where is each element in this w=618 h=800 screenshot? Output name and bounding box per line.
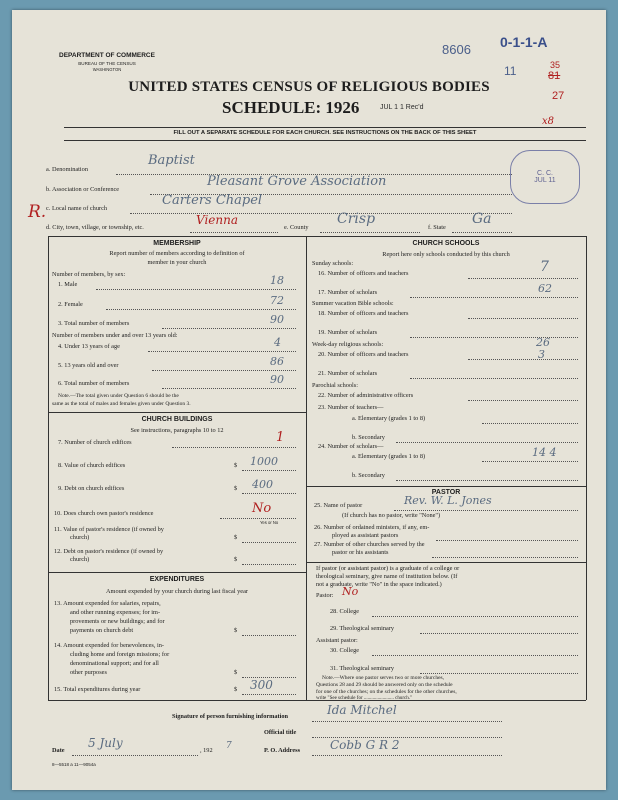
q23a-label: a. Elementary (grades 1 to 8): [352, 415, 426, 422]
instruction-line: FILL OUT A SEPARATE SCHEDULE FOR EACH CHURCH. SEE INSTRUCTIONS ON THE BACK OF THIS SHEET: [173, 130, 477, 136]
q3-value: 90: [270, 313, 284, 326]
form-number: 8—5518 a 11—9054a: [52, 762, 96, 767]
q7-value: 1: [276, 430, 285, 445]
assistant-pastor-label: Assistant pastor:: [316, 637, 358, 644]
association-label: b. Association or Conference: [46, 186, 120, 193]
city-town-label: d. City, town, village, or township, etc.: [46, 224, 144, 231]
q14-line-1: 14. Amount expended for benevolences, in-: [54, 642, 164, 649]
q9-value: 400: [252, 478, 273, 491]
code-27: 27: [552, 90, 565, 102]
signature-label: Signature of person furnishing information: [172, 713, 289, 720]
q23-label: 23. Number of teachers—: [318, 404, 384, 411]
membership-note-1: Note.—The total given under Question 6 should be the: [58, 393, 179, 399]
q8-value: 1000: [250, 455, 278, 468]
city-label: WASHINGTON: [92, 67, 122, 72]
census-schedule-sheet: [12, 10, 606, 790]
q4-value: 4: [274, 336, 281, 349]
received-stamp: JUL 1 1 Rec'd: [380, 104, 424, 111]
state-value: Ga: [472, 211, 492, 227]
local-name-label: c. Local name of church: [46, 205, 108, 212]
pastor-note-3: for one of the churches; on the schedules for the other churches,: [316, 689, 457, 695]
buildings-heading: CHURCH BUILDINGS: [141, 416, 213, 423]
q1-label: 1. Male: [58, 281, 78, 288]
sunday-label: Sunday schools:: [312, 260, 354, 267]
q7-label: 7. Number of church edifices: [58, 439, 132, 446]
schedule-year: SCHEDULE: 1926: [222, 98, 360, 117]
q24b-label: b. Secondary: [352, 472, 385, 479]
q24a-label: a. Elementary (grades 1 to 8): [352, 453, 426, 460]
membership-intro-1: Report number of members according to definition of: [109, 250, 245, 257]
expenditures-intro: Amount expended by your church during last fiscal year: [106, 588, 248, 595]
q12-label-2: church): [70, 556, 90, 563]
by-sex-label: Number of members, by sex:: [52, 271, 126, 278]
q25-value: Rev. W. L. Jones: [404, 494, 492, 507]
form-title: UNITED STATES CENSUS OF RELIGIOUS BODIES: [128, 79, 490, 95]
graduate-line-3: not a graduate, write "No" in the space indicated.): [316, 581, 442, 588]
parochial-label: Parochial schools:: [312, 382, 358, 389]
denomination-value: Baptist: [148, 153, 195, 168]
membership-heading: MEMBERSHIP: [153, 240, 201, 247]
q9-dollar: $: [234, 485, 238, 492]
year-prefix: , 192: [200, 747, 213, 754]
q5-value: 86: [270, 355, 284, 368]
q22-label: 22. Number of administrative officers: [318, 392, 414, 399]
q11-label-1: 11. Value of pastor's residence (if owned by: [54, 526, 164, 533]
q10-sub: Yes or No: [260, 520, 279, 525]
file-code: 0-1-1-A: [500, 34, 548, 50]
q28-label: 28. College: [330, 608, 360, 615]
department-label: DEPARTMENT OF COMMERCE: [59, 52, 155, 59]
q9-label: 9. Debt on church edifices: [58, 485, 125, 492]
schools-intro: Report here only schools conducted by this church: [382, 251, 510, 258]
q21-label: 21. Number of scholars: [318, 370, 378, 377]
q19-label: 19. Number of scholars: [318, 329, 378, 336]
membership-note-2: same as the total of males and females given under Question 3.: [52, 401, 191, 407]
q20-value: 3: [538, 348, 545, 361]
q19-value: 26: [536, 336, 550, 349]
q26-line-1: 26. Number of ordained ministers, if any, em-: [314, 524, 430, 531]
association-value: Pleasant Grove Association: [207, 174, 387, 189]
county-label: e. County: [284, 224, 309, 231]
q27-line-1: 27. Number of other churches served by the: [314, 541, 425, 548]
q1-value: 18: [270, 274, 284, 287]
graduate-line-1: If pastor (or assistant pastor) is a graduate of a college or: [316, 565, 460, 572]
pastor-heading: PASTOR: [431, 489, 461, 496]
seal-line-1: C. C.: [537, 170, 553, 177]
q12-dollar: $: [234, 556, 238, 563]
age-intro-label: Number of members under and over 13 years old:: [52, 332, 178, 339]
file-number: 8606: [442, 42, 471, 57]
membership-intro-2: member in your church: [147, 259, 207, 266]
q15-dollar: $: [234, 686, 238, 693]
date-label: Date: [52, 747, 65, 754]
q27-line-2: pastor or his assistants: [332, 549, 389, 556]
q5-label: 5. 13 years old and over: [58, 362, 119, 369]
q11-label-2: church): [70, 534, 90, 541]
code-81: 81: [548, 70, 561, 82]
r-mark: R.: [28, 202, 47, 222]
expenditures-heading: EXPENDITURES: [149, 576, 205, 583]
q12-label-1: 12. Debt on pastor's residence (if owned by: [54, 548, 164, 555]
schools-heading: CHURCH SCHOOLS: [412, 240, 480, 247]
q3-label: 3. Total number of members: [58, 320, 130, 327]
pastor-graduate-label: Pastor:: [316, 592, 334, 599]
q13-line-3: provements or new buildings; and for: [70, 618, 165, 625]
date-value: 5 July: [88, 736, 123, 750]
q16-value: 7: [540, 259, 549, 275]
q29-label: 29. Theological seminary: [330, 625, 395, 632]
county-value: Crisp: [337, 211, 376, 227]
q11-dollar: $: [234, 534, 238, 541]
city-town-value: Vienna: [196, 213, 239, 227]
q13-dollar: $: [234, 627, 238, 634]
code-35: 35: [550, 60, 561, 70]
po-address-value: Cobb G R 2: [330, 738, 400, 752]
q8-dollar: $: [234, 462, 238, 469]
pastor-note-4: write "See schedule for ........................ church.": [316, 696, 413, 701]
q14-line-3: denominational support; and for all: [70, 660, 159, 667]
local-name-value: Carters Chapel: [162, 193, 263, 208]
pastor-note-1: Note.—Where one pastor serves two or more churches,: [322, 675, 445, 681]
q16-label: 16. Number of officers and teachers: [318, 270, 409, 277]
x8-mark: x8: [542, 116, 555, 127]
graduate-line-2: theological seminary, give name of institution below. (If: [316, 573, 458, 580]
q26-line-2: ployed as assistant pastors: [332, 532, 399, 539]
code-eleven: 11: [504, 64, 517, 78]
denomination-label: a. Denomination: [46, 166, 88, 173]
po-address-label: P. O. Address: [264, 747, 301, 754]
q13-line-2: and other running expenses; for im-: [70, 609, 161, 616]
q2-label: 2. Female: [58, 301, 83, 308]
q10-label: 10. Does church own pastor's residence: [54, 510, 154, 517]
q10-value: No: [252, 501, 272, 516]
buildings-intro: See instructions, paragraphs 10 to 12: [130, 427, 224, 434]
pastor-note-2: Questions 28 and 29 should be answered only on the schedule: [316, 682, 453, 688]
seal-line-2: JUL 11: [534, 177, 556, 184]
bureau-label: BUREAU OF THE CENSUS: [78, 61, 136, 66]
state-label: f. State: [428, 224, 446, 231]
q6-value: 90: [270, 373, 284, 386]
q25-label: 25. Name of pastor: [314, 502, 363, 509]
q13-line-4: payments on church debt: [70, 627, 134, 634]
pastor-graduate-value: No: [342, 585, 359, 598]
q18-label: 18. Number of officers and teachers: [318, 310, 409, 317]
official-title-label: Official title: [264, 729, 297, 736]
weekday-label: Week-day religious schools:: [312, 341, 384, 348]
q14-dollar: $: [234, 669, 238, 676]
q14-line-4: other purposes: [70, 669, 107, 676]
q20-label: 20. Number of officers and teachers: [318, 351, 409, 358]
year-value: 7: [226, 741, 232, 751]
q24a-value: 14 4: [532, 446, 557, 459]
q31-label: 31. Theological seminary: [330, 665, 395, 672]
q17-label: 17. Number of scholars: [318, 289, 378, 296]
q30-label: 30. College: [330, 647, 360, 654]
q14-line-2: cluding home and foreign missions; for: [70, 651, 170, 658]
summer-label: Summer vacation Bible schools:: [312, 300, 394, 307]
q4-label: 4. Under 13 years of age: [58, 343, 120, 350]
q2-value: 72: [270, 294, 284, 307]
q25-sub: (If church has no pastor, write "None"): [342, 512, 441, 519]
q24-label: 24. Number of scholars—: [318, 443, 384, 450]
q6-label: 6. Total number of members: [58, 380, 130, 387]
received-seal: [510, 150, 580, 204]
q23b-label: b. Secondary: [352, 434, 385, 441]
q8-label: 8. Value of church edifices: [58, 462, 126, 469]
signature-value: Ida Mitchel: [327, 703, 397, 717]
q13-line-1: 13. Amount expended for salaries, repairs,: [54, 600, 161, 607]
q17-value: 62: [538, 282, 552, 295]
q15-label: 15. Total expenditures during year: [54, 686, 141, 693]
q15-value: 300: [250, 678, 273, 692]
